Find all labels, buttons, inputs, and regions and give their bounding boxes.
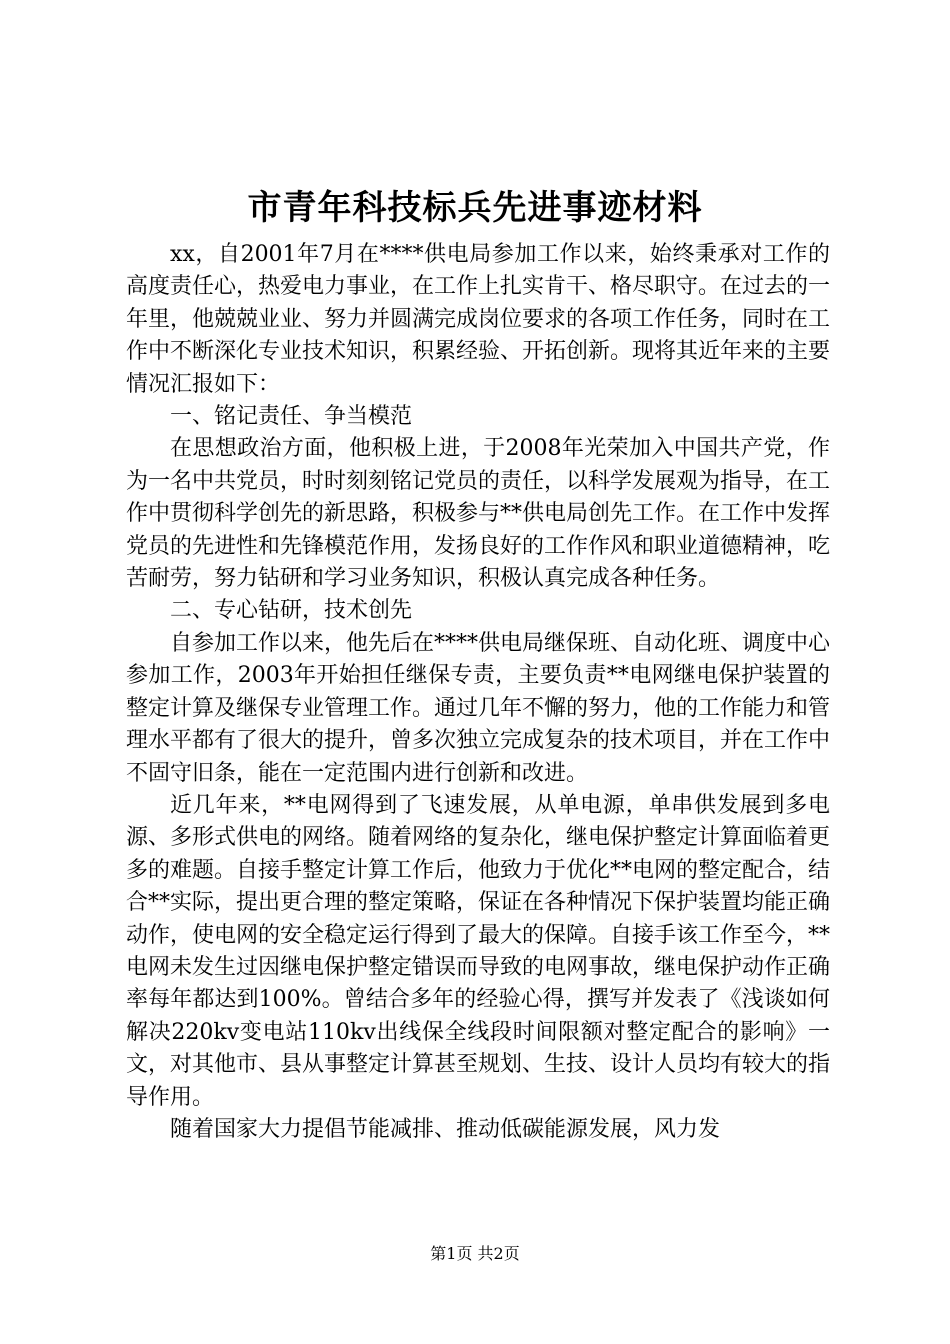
paragraph-politics: 在思想政治方面，他积极上进，于2008年光荣加入中国共产党，作为一名中共党员，时时刻刻铭记党员的责任，以科学发展观为指导，在工作中贯彻科学创先的新思路，积极参与**供电局创先工作。在工作中发挥党员的先进性和先锋模范作用，发扬良好的工作作风和职业道德精神，吃苦耐劳，努力钻研和学习业务知识，积极认真完成各种任务。 [126, 436, 831, 592]
paragraph-work-history: 自参加工作以来，他先后在****供电局继保班、自动化班、调度中心参加工作，2003年开始担任继保专责，主要负责**电网继电保护装置的整定计算及继保专业管理工作。通过几年不懈的努力，他的工作能力和管理水平都有了很大的提升，曾多次独立完成复杂的技术项目，并在工作中不固守旧条，能在一定范围内进行创新和改进。 [126, 630, 831, 786]
document-body [126, 239, 830, 1146]
section-heading-2: 二、专心钻研，技术创先 [170, 598, 413, 624]
paragraph-intro: xx，自2001年7月在****供电局参加工作以来，始终秉承对工作的高度责任心，热爱电力事业，在工作上扎实肯干、格尽职守。在过去的一年里，他兢兢业业、努力并圆满完成岗位要求的各项工作任务，同时在工作中不断深化专业技术知识，积累经验、开拓创新。现将其近年来的主要情况汇报如下： [126, 242, 831, 397]
paragraph-wind-power: 随着国家大力提倡节能减排、推动低碳能源发展，风力发 [170, 1116, 721, 1142]
page-number: 第1页 共2页 [430, 1244, 520, 1263]
section-heading-1: 一、铭记责任、争当模范 [170, 404, 413, 430]
page-title: 市青年科技标兵先进事迹材料 [247, 188, 703, 228]
paragraph-grid-development: 近几年来，**电网得到了飞速发展，从单电源，单串供发展到多电源、多形式供电的网络。随着网络的复杂化，继电保护整定计算面临着更多的难题。自接手整定计算工作后，他致力于优化**电网的整定配合，结合**实际，提出更合理的整定策略，保证在各种情况下保护装置均能正确动作，使电网的安全稳定运行得到了最大的保障。自接手该工作至今，**电网未发生过因继电保护整定错误而导致的电网事故，继电保护动作正确率每年都达到100%。曾结合多年的经验心得，撰写并发表了《浅谈如何解决220kv变电站110kv出线保全线段时间限额对整定配合的影响》一文，对其他市、县从事整定计算甚至规划、生技、设计人员均有较大的指导作用。 [126, 792, 831, 1110]
